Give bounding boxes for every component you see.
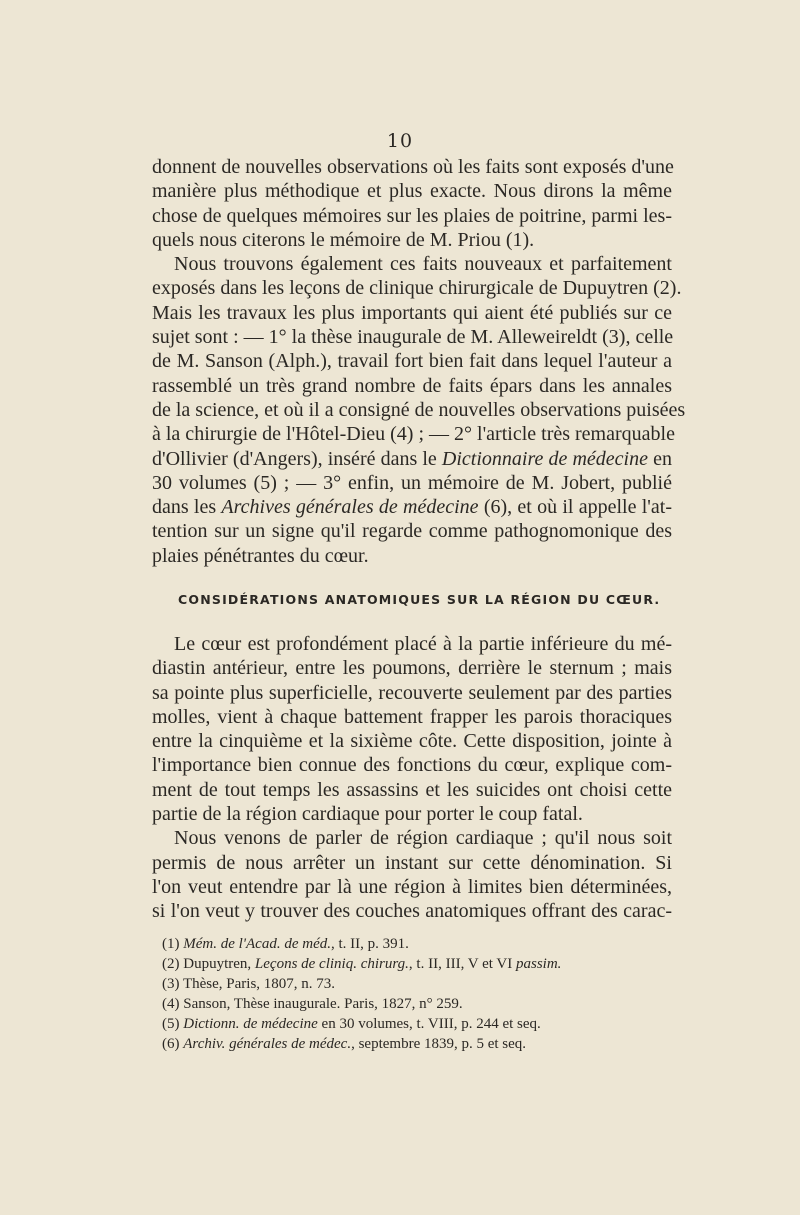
footnotes [162,934,682,1054]
text-run: d'Ollivier (d'Angers), inséré dans le [152,447,442,470]
text-line: partie de la région cardiaque pour porter le coup fatal. [152,803,583,826]
italic-title: Leçons de cliniq. chirurg. [254,956,409,972]
text-line: diastin antérieur, entre les poumons, derrière le sternum ; mais [152,657,672,680]
footnote-text: , t. II, III, V et VI [408,956,516,972]
footnote [162,1014,682,1034]
text-line: rassemblé un très grand nombre de faits épars dans les annales [152,374,672,397]
text-line: Le cœur est profondément placé à la partie inférieure du mé- [174,633,672,655]
text-line: ment de tout temps les assassins et les suicides ont choisi cette [152,778,672,801]
footnote-text: , septembre 1839, p. 5 et seq. [351,1036,527,1052]
text-line: sa pointe plus superficielle, recouverte seulement par des parties [152,681,672,704]
footnote-text: en 30 volumes, t. VIII, p. 244 et seq. [317,1016,541,1032]
footnote: (4) Sanson, Thèse inaugurale. Paris, 1827, n° 259. [162,996,463,1012]
footnote [162,1034,682,1054]
text-line: Nous venons de parler de région cardiaque ; qu'il nous soit [174,827,672,850]
footnote-number: (6) [162,1036,184,1052]
page-number: 10 [386,130,414,152]
footnote [162,954,682,974]
text-line: de la science, et où il a consigné de nouvelles observations puisées [152,398,686,421]
italic-title: Dictionnaire de médecine [441,447,648,470]
footnote-number: (2) Dupuytren, [162,956,255,972]
body-text-bottom [152,632,672,924]
italic-title: Archiv. générales de médec. [183,1036,352,1052]
text-run: en [647,447,672,470]
footnote-number: (1) [162,936,184,952]
text-line: entre la cinquième et la sixième côte. Cette disposition, jointe à [152,730,672,753]
text-line: exposés dans les leçons de clinique chirurgicale de Dupuytren (2). [152,277,682,300]
text-line: plaies pénétrantes du cœur. [152,544,369,567]
text-line: de M. Sanson (Alph.), travail fort bien fait dans lequel l'auteur a [152,350,672,373]
section-heading: CONSIDÉRATIONS ANATOMIQUES SUR LA RÉGION DU CŒUR. [178,592,661,607]
body-text-top [152,155,686,568]
text-line: tention sur un signe qu'il regarde comme pathognomonique des [152,520,672,543]
italic-word: passim. [516,956,562,972]
text-line: si l'on veut y trouver des couches anatomiques offrant des carac- [152,900,672,923]
text-line: donnent de nouvelles observations où les faits sont exposés d'une [152,156,674,178]
italic-title: Archives générales de médecine [221,496,479,519]
footnote [162,934,682,954]
text-line: à la chirurgie de l'Hôtel-Dieu (4) ; — 2° l'article très remarquable [152,423,675,446]
text-line: l'importance bien connue des fonctions du cœur, explique com- [152,754,672,777]
footnote-number: (5) [162,1016,184,1032]
footnote: (3) Thèse, Paris, 1807, n. 73. [162,976,336,992]
text-line: 30 volumes (5) ; — 3° enfin, un mémoire de M. Jobert, publié [152,471,672,494]
text-line: Mais les travaux les plus importants qui aient été publiés sur ce [152,301,672,324]
text-line: quels nous citerons le mémoire de M. Priou (1). [152,228,535,251]
text-line: Nous trouvons également ces faits nouveaux et parfaitement [174,253,672,276]
text-line: molles, vient à chaque battement frapper les parois thoraciques [152,705,672,728]
text-line: permis de nous arrêter un instant sur cette dénomination. Si [152,851,672,874]
text-line [152,495,672,519]
text-line: chose de quelques mémoires sur les plaies de poitrine, parmi les- [152,204,672,227]
footnote-text: , t. II, p. 391. [331,936,409,952]
text-line [152,447,672,471]
text-run: (6), et où il appelle l'at- [478,496,672,519]
italic-title: Dictionn. de médecine [183,1016,318,1032]
text-line: sujet sont : — 1° la thèse inaugurale de M. Alleweireldt (3), celle [152,326,674,349]
text-run: dans les [152,496,222,519]
text-line: manière plus méthodique et plus exacte. Nous dirons la même [152,180,672,203]
text-line: l'on veut entendre par là une région à limites bien déterminées, [152,875,672,898]
italic-title: Mém. de l'Acad. de méd. [183,936,331,952]
